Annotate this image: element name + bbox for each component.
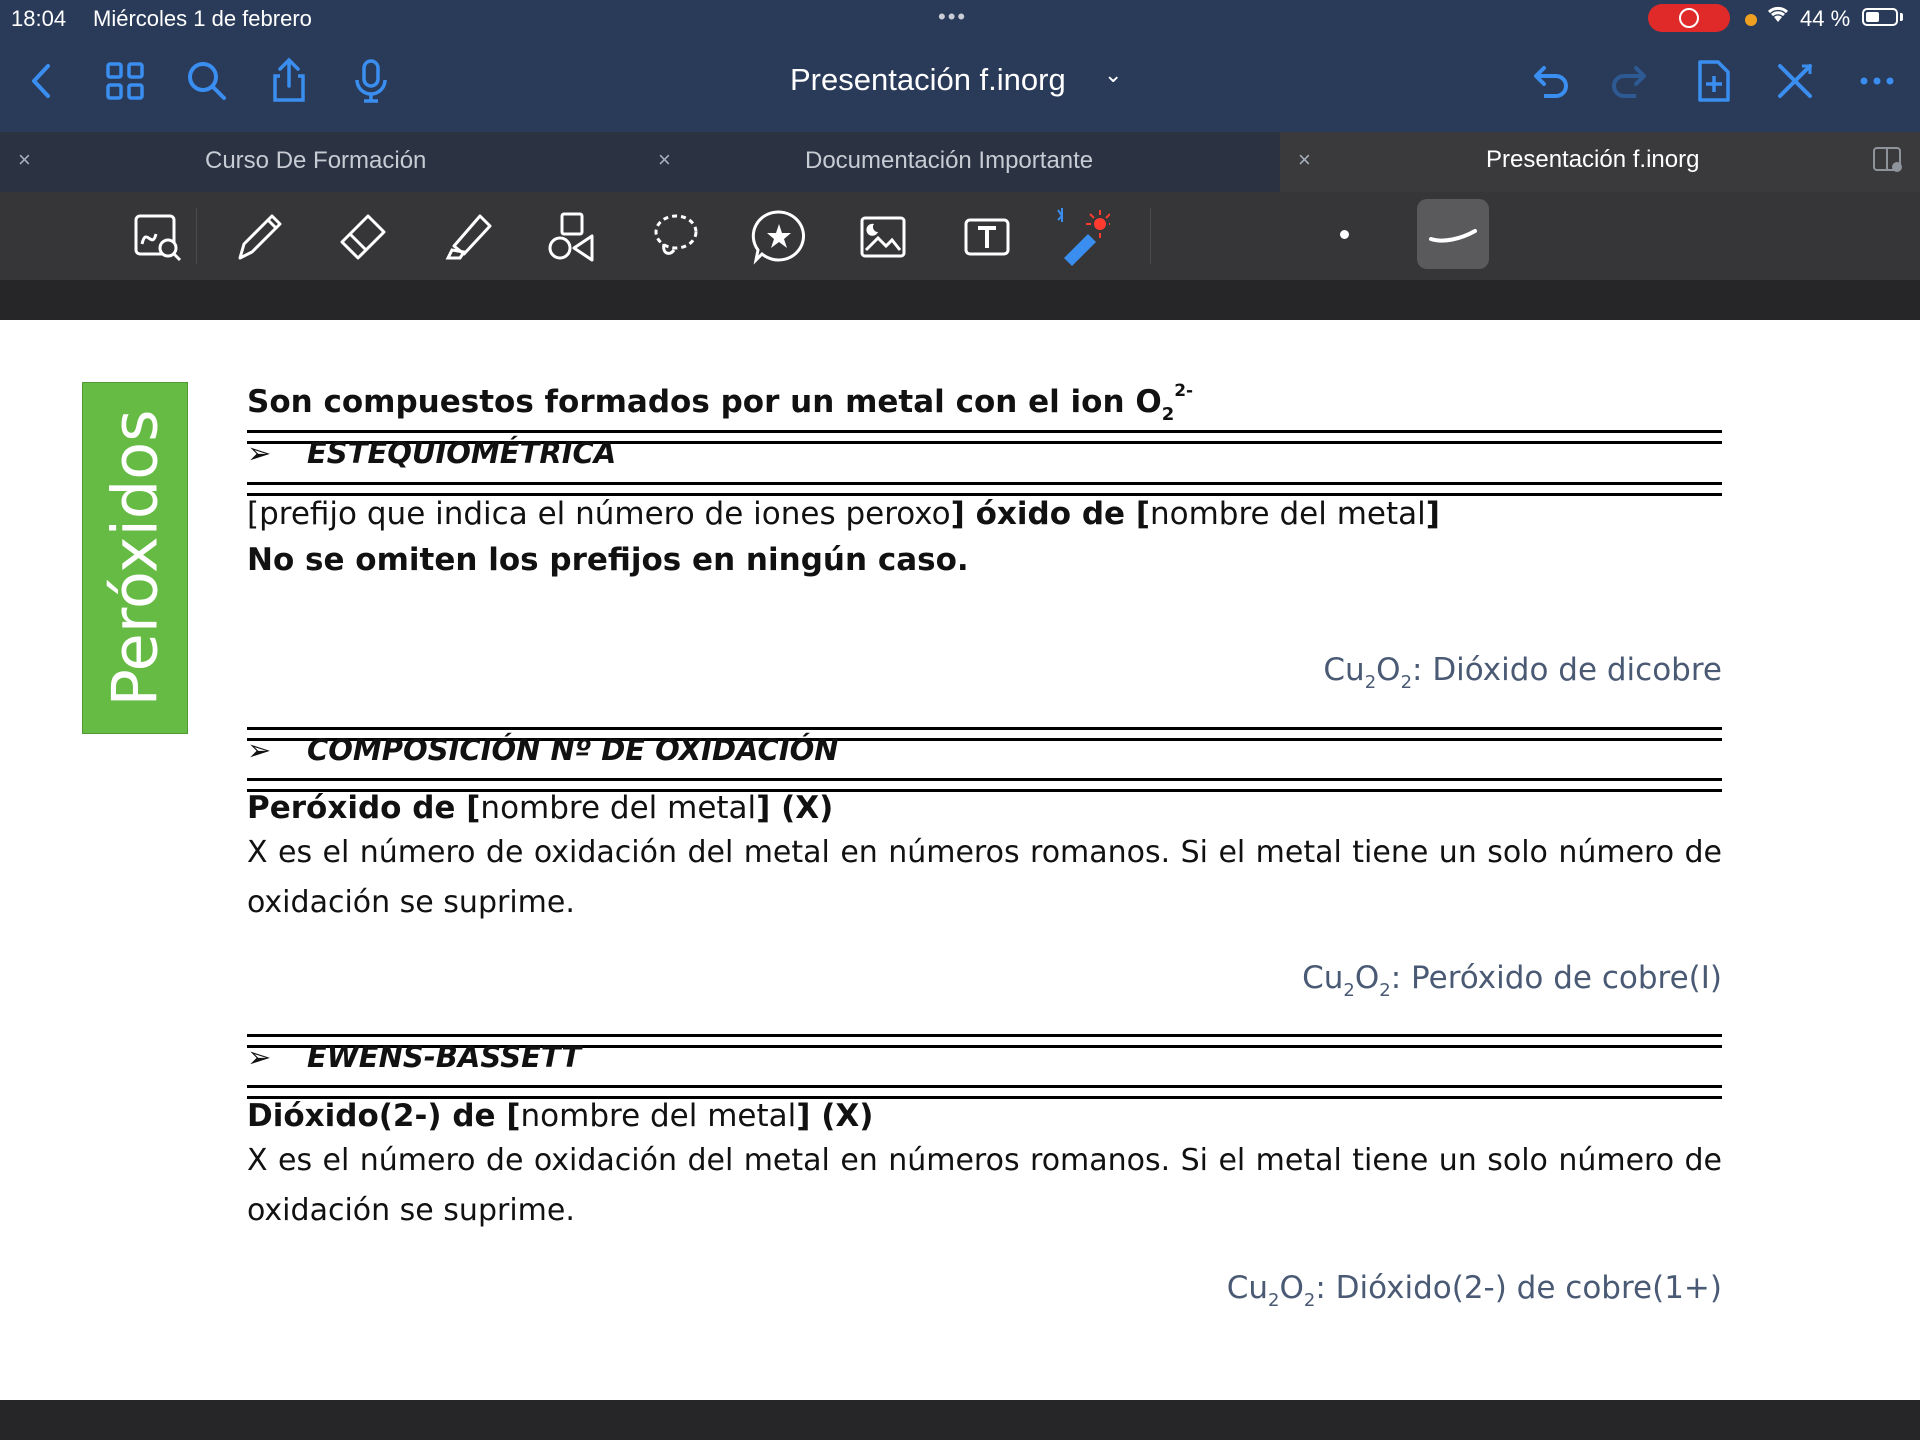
document-page[interactable] xyxy=(0,320,1920,1400)
eraser-icon[interactable] xyxy=(332,206,394,268)
close-pen-icon[interactable] xyxy=(1770,56,1820,106)
microphone-icon[interactable] xyxy=(346,56,396,106)
status-time: 18:04 xyxy=(11,6,67,31)
close-tab-icon[interactable]: × xyxy=(1298,147,1311,172)
share-icon[interactable] xyxy=(264,56,314,106)
bottom-gutter xyxy=(0,1400,1920,1440)
redo-icon[interactable] xyxy=(1606,56,1656,106)
chevron-down-icon[interactable]: ⌄ xyxy=(1104,62,1123,87)
page-gutter xyxy=(0,280,1920,320)
lasso-icon[interactable] xyxy=(644,206,706,268)
section-heading xyxy=(247,436,1722,470)
text-box-icon[interactable] xyxy=(956,206,1018,268)
section-note: No se omiten los prefijos en ningún caso. xyxy=(247,542,969,578)
intro-superscript: 2- xyxy=(1174,381,1194,401)
back-icon[interactable] xyxy=(18,56,68,106)
intro-line xyxy=(247,381,1722,425)
screen-recording-icon[interactable] xyxy=(1648,4,1730,32)
split-view-icon[interactable] xyxy=(1873,146,1903,174)
top-navigation-bar xyxy=(0,0,1920,132)
battery-percent: 44 % xyxy=(1800,6,1851,31)
side-banner-title: Peróxidos xyxy=(98,409,172,707)
intro-text: Son compuestos formados por un metal con el ion O xyxy=(247,384,1162,420)
section-body: X es el número de oxidación del metal en números romanos. Si el metal tiene un solo número de oxidación se suprime. xyxy=(247,835,1722,920)
tab-curso-de-formacion[interactable] xyxy=(0,132,640,192)
document-title[interactable]: Presentación f.inorg xyxy=(790,62,1066,97)
section-heading-text: ESTEQUIOMÉTRICA xyxy=(307,436,617,470)
highlighter-icon[interactable] xyxy=(436,206,498,268)
multitasking-dots-icon[interactable]: ••• xyxy=(938,4,968,29)
section-heading xyxy=(247,733,1722,767)
section-line: Peróxido de [nombre del metal] (X) xyxy=(247,790,834,826)
tab-documentacion-importante[interactable] xyxy=(640,132,1280,192)
stroke-style-button[interactable] xyxy=(1417,199,1489,269)
close-tab-icon[interactable]: × xyxy=(18,147,31,172)
add-page-icon[interactable] xyxy=(1688,56,1738,106)
mic-indicator-icon xyxy=(1745,14,1757,26)
section-line: [prefijo que indica el número de iones peroxo] óxido de [nombre del metal] xyxy=(247,496,1440,532)
arrow-bullet-icon: ➢ xyxy=(247,436,272,470)
image-icon[interactable] xyxy=(852,206,914,268)
side-banner xyxy=(82,382,188,734)
more-options-icon[interactable] xyxy=(1852,56,1902,106)
section-body: X es el número de oxidación del metal en números romanos. Si el metal tiene un solo número de oxidación se suprime. xyxy=(247,1143,1722,1228)
double-rule xyxy=(247,482,1722,496)
tab-label: Presentación f.inorg xyxy=(1486,146,1700,173)
section-line: Dióxido(2-) de [nombre del metal] (X) xyxy=(247,1098,874,1134)
example-formula: $Cu_2O_2$: Dióxido de dicobre xyxy=(1323,652,1722,693)
zoom-window-icon[interactable] xyxy=(126,206,188,268)
shapes-icon[interactable] xyxy=(540,206,602,268)
tab-presentacion-finorg[interactable] xyxy=(1280,132,1920,192)
laser-pointer-icon[interactable] xyxy=(1048,206,1110,268)
status-date: Miércoles 1 de febrero xyxy=(93,6,312,31)
pen-size-dot[interactable] xyxy=(1340,230,1349,239)
drawing-toolbar xyxy=(0,192,1920,280)
tab-label: Documentación Importante xyxy=(805,147,1094,174)
grid-view-icon[interactable] xyxy=(100,56,150,106)
status-bar xyxy=(0,0,1920,36)
arrow-bullet-icon: ➢ xyxy=(247,1040,272,1074)
tab-label: Curso De Formación xyxy=(205,147,427,174)
close-tab-icon[interactable]: × xyxy=(658,147,671,172)
intro-subscript: 2 xyxy=(1161,404,1175,425)
double-rule xyxy=(247,1085,1722,1099)
undo-icon[interactable] xyxy=(1524,56,1574,106)
arrow-bullet-icon: ➢ xyxy=(247,733,272,767)
pen-icon[interactable] xyxy=(228,206,290,268)
section-heading xyxy=(247,1040,1722,1074)
search-icon[interactable] xyxy=(182,56,232,106)
battery-cap xyxy=(1900,13,1903,21)
section-heading-text: COMPOSICIÓN Nº DE OXIDACIÓN xyxy=(307,733,839,767)
section-heading-text: EWENS-BASSETT xyxy=(307,1040,582,1074)
battery-icon xyxy=(1862,8,1898,26)
example-formula: $Cu_2O_2$: Peróxido de cobre(I) xyxy=(1302,960,1722,1001)
wifi-icon xyxy=(1765,2,1791,33)
example-formula: $Cu_2O_2$: Dióxido(2-) de cobre(1+) xyxy=(1226,1270,1722,1311)
tab-bar xyxy=(0,132,1920,192)
sticker-icon[interactable] xyxy=(748,206,810,268)
